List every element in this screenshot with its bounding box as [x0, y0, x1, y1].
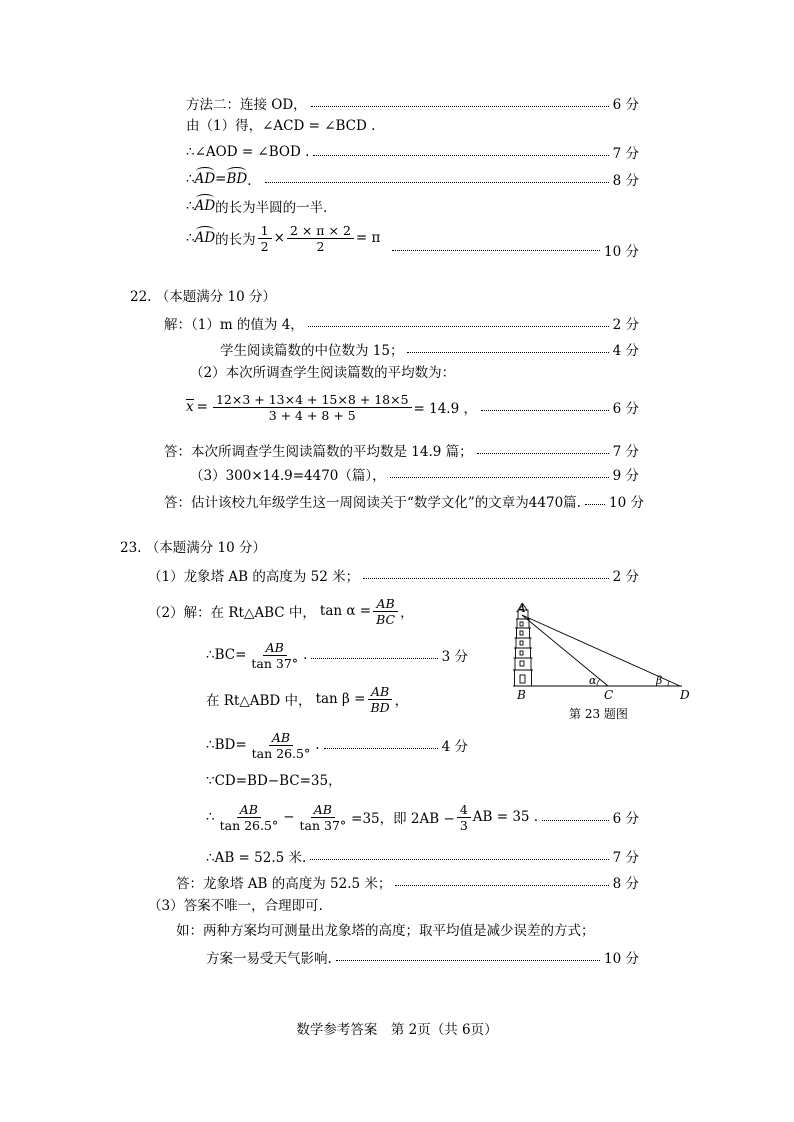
q23-line-9 — [176, 872, 639, 892]
label-alpha: α — [589, 674, 597, 687]
period: . — [315, 737, 320, 753]
q23-line-5 — [206, 726, 468, 764]
dotted-leader — [311, 106, 609, 107]
q23-line-12-text: 方案一易受天气影响. — [206, 951, 332, 967]
q23-line-8-text: ∴AB = 52.5 米. — [206, 850, 307, 866]
q23-line-4 — [206, 680, 408, 718]
q21-line-1-text: 方法二：连接 OD， — [186, 97, 307, 113]
score: 8 分 — [612, 173, 639, 189]
score: 3 分 — [441, 649, 468, 665]
q21-line-4 — [186, 169, 639, 189]
mean-symbol: x — [186, 399, 194, 415]
q23-line-2 — [148, 592, 414, 630]
fraction-ab-bd: $\frac{AB}{BD}$ — [367, 684, 392, 715]
q22-line-2-text: 学生阅读篇数的中位数为 15； — [220, 343, 404, 359]
label-beta: β — [656, 674, 663, 687]
q21-line-6 — [186, 220, 639, 260]
therefore-symbol: ∴ — [186, 198, 195, 214]
equation-end: AB = 35 . — [472, 809, 539, 825]
dotted-leader — [390, 477, 609, 478]
figure-caption: 第 23 题图 — [569, 707, 628, 721]
q23-line-12 — [206, 947, 639, 967]
score: 4 分 — [441, 739, 468, 755]
label-c: C — [604, 688, 614, 702]
dotted-leader — [477, 453, 609, 454]
dotted-leader — [392, 250, 600, 251]
fraction-ab-tan26: $\frac{AB}{\tan 26.5^\circ}$ — [251, 729, 311, 761]
dotted-leader — [336, 960, 600, 961]
dotted-leader — [363, 578, 609, 579]
dotted-leader — [481, 410, 609, 411]
minus-sign: − — [283, 809, 295, 825]
q22-line-1-text: 解：（1）m 的值为 4， — [164, 317, 304, 333]
q23-line-11: 如：两种方案均可测量出龙象塔的高度；取平均值是减少误差的方式； — [176, 923, 595, 939]
dotted-leader — [585, 504, 605, 505]
times-sign: × — [273, 230, 285, 246]
equals-sign: = — [196, 399, 208, 415]
q23-line-1 — [148, 565, 639, 585]
tan-beta: tan β = — [315, 691, 366, 707]
fraction-ab-tan37: $\frac{AB}{\tan 37^\circ}$ — [299, 801, 347, 833]
q23-line-7 — [206, 798, 639, 836]
q22-line-7-text: 答：估计该校九年级学生这一周阅读关于“数学文化”的文章为4470篇. — [164, 495, 581, 511]
therefore-symbol: ∴ — [186, 171, 195, 187]
dotted-leader — [308, 326, 609, 327]
dotted-leader — [265, 182, 609, 183]
q22-line-1 — [164, 313, 639, 333]
score: 6 分 — [612, 401, 639, 417]
score: 6 分 — [612, 811, 639, 827]
q22-line-6 — [190, 464, 639, 484]
arc-bd: BD — [226, 171, 248, 187]
q21-line-6-text: 的长为 — [215, 232, 256, 248]
score: 2 分 — [612, 317, 639, 333]
q21-line-2: 由（1）得，∠ACD = ∠BCD . — [186, 118, 376, 134]
q23-header: 23. （本题满分 10 分） — [120, 540, 267, 556]
q23-line-3 — [206, 636, 468, 674]
score: 7 分 — [612, 850, 639, 866]
q23-line-4-text: 在 Rt△ABD 中， — [206, 693, 312, 709]
q21-line-5-text: 的长为半圆的一半． — [215, 200, 337, 216]
q21-line-3 — [186, 142, 639, 162]
fraction-ab-tan37: $\frac{AB}{\tan 37^\circ}$ — [251, 639, 299, 671]
fraction-ab-tan26: $\frac{AB}{\tan 26.5^\circ}$ — [219, 801, 279, 833]
q21-line-5 — [186, 196, 337, 216]
score: 7 分 — [612, 146, 639, 162]
label-a: A — [517, 601, 526, 615]
fraction-circumference: $\frac{2 \times \pi \times 2}{2}$ — [287, 223, 354, 254]
equals-sign: = — [215, 171, 227, 187]
q22-line-3: （2）本次所调查学生阅读篇数的平均数为： — [190, 365, 456, 381]
q23-line-1-text: （1）龙象塔 AB 的高度为 52 米； — [148, 569, 360, 585]
period: ． — [247, 173, 261, 189]
period: . — [303, 647, 308, 663]
angle-beta-arc — [668, 681, 669, 686]
q22-line-2 — [220, 339, 639, 359]
fraction-ab-bc: $\frac{AB}{BC}$ — [373, 596, 398, 627]
dotted-leader — [395, 885, 608, 886]
dotted-leader — [310, 859, 608, 860]
q22-line-6-text: （3）300×14.9=4470（篇）， — [190, 468, 386, 484]
comma: ， — [394, 693, 409, 709]
tan-alpha: tan α = — [319, 603, 372, 619]
score: 7 分 — [612, 444, 639, 460]
page-footer: 数学参考答案 第 2页（共 6页） — [296, 1022, 498, 1038]
q23-line-9-text: 答：龙象塔 AB 的高度为 52.5 米； — [176, 876, 392, 892]
score: 2 分 — [612, 569, 639, 585]
therefore-symbol: ∴ — [206, 809, 215, 825]
q23-line-10: （3）答案不唯一，合理即可. — [148, 898, 323, 914]
equation-middle: =35，即 2AB − — [351, 811, 455, 827]
dotted-leader — [324, 748, 438, 749]
fraction-four-thirds: $\frac{4}{3}$ — [457, 802, 471, 833]
score: 6 分 — [612, 97, 639, 113]
therefore-symbol: ∴ — [186, 230, 195, 246]
arc-ad: AD — [194, 171, 216, 187]
score: 10 分 — [604, 951, 639, 967]
mean-fraction: $\frac{12\times 3 + 13\times 4 + 15\times 8 + 18\times 5}{3 + 4 + 8 + 5}$ — [213, 392, 412, 423]
fraction-half: $\frac{1}{2}$ — [258, 223, 272, 254]
q22-line-4 — [186, 388, 639, 426]
mean-result: = 14.9 ， — [413, 401, 477, 417]
dotted-leader — [313, 155, 608, 156]
q21-line-1 — [186, 93, 639, 113]
q22-header: 22. （本题满分 10 分） — [130, 289, 277, 305]
bd-expression: ∴BD= — [206, 737, 247, 753]
q23-line-2-text: （2）解：在 Rt△ABC 中， — [148, 605, 316, 621]
arc-ad: AD — [194, 198, 216, 214]
q23-figure — [508, 598, 688, 722]
score: 4 分 — [612, 343, 639, 359]
q21-line-3-text: ∴∠AOD = ∠BOD . — [186, 144, 310, 160]
score: 9 分 — [612, 468, 639, 484]
comma: ， — [400, 605, 414, 621]
dotted-leader — [407, 352, 608, 353]
bc-expression: ∴BC= — [206, 647, 247, 663]
q22-line-5-text: 答：本次所调查学生阅读篇数的平均数是 14.9 篇； — [164, 444, 473, 460]
score: 10 分 — [604, 244, 639, 260]
q22-line-5 — [164, 440, 639, 460]
result: = π — [355, 230, 381, 246]
q23-line-8 — [206, 846, 639, 866]
score: 10 分 — [609, 495, 644, 511]
arc-ad: AD — [194, 230, 216, 246]
label-d: D — [680, 688, 690, 702]
dotted-leader — [542, 820, 609, 821]
dotted-leader — [311, 658, 437, 659]
q22-line-7 — [164, 491, 644, 511]
label-b: B — [517, 688, 526, 702]
angle-alpha-arc — [597, 679, 600, 686]
q23-line-6: ∵CD=BD−BC=35， — [206, 773, 342, 789]
score: 8 分 — [612, 876, 639, 892]
